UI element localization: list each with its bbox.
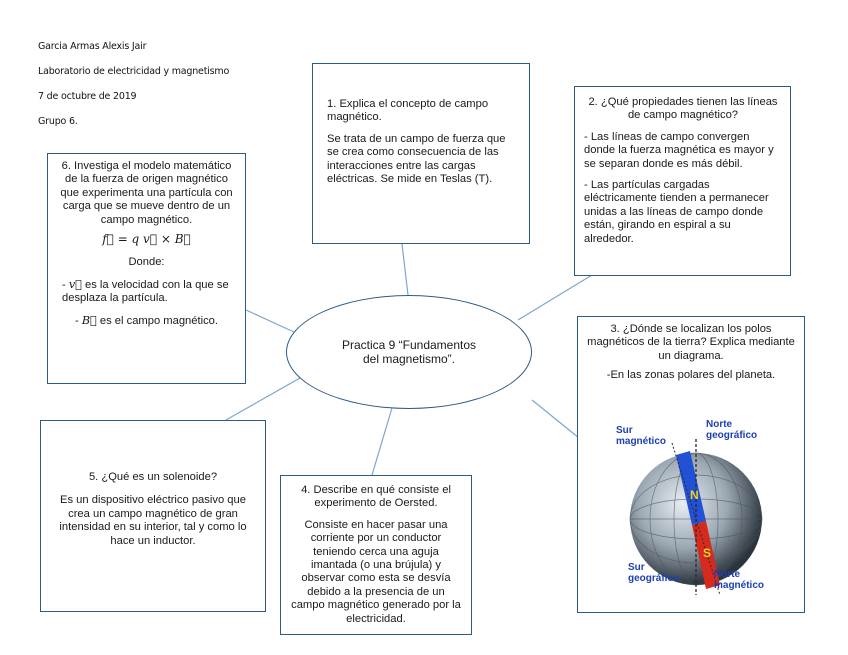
box6-v-text: es la velocidad con la que se desplaza la partícula.: [62, 278, 229, 305]
b-symbol: B⃗: [81, 313, 97, 327]
connector-box6: [246, 310, 294, 332]
lorentz-formula: f⃗ = q v⃗ × B⃗: [102, 232, 191, 247]
label-norte-geografico: Norte geográfico: [706, 419, 758, 441]
box6-question: 6. Investiga el modelo matemático de la fuerza de origen magnético que experimenta una partícula con carga que se mueve dentro de un campo magnético.: [60, 160, 233, 226]
pole-n-label: N: [690, 488, 699, 502]
box-solenoid: [40, 420, 266, 612]
connector-box3: [532, 400, 579, 438]
central-title: Practica 9 “Fundamentos del magnetismo”.: [341, 338, 477, 366]
course-name: Laboratorio de electricidad y magnetismo: [38, 66, 230, 77]
box5-answer: Es un dispositivo eléctrico pasivo que crea un campo magnético de gran intensidad en su interior, tal y como lo hace un inductor.: [59, 494, 247, 547]
label-sur-geografico: Sur geográfico: [628, 562, 680, 584]
group: Grupo 6.: [38, 116, 78, 127]
connector-box4: [372, 408, 392, 475]
box6-b-text: es el campo magnético.: [99, 314, 219, 327]
box2-point1: - Las líneas de campo convergen donde la fuerza magnética es mayor y se separan donde es más débil.: [584, 130, 774, 170]
earth-poles-diagram: [614, 417, 774, 601]
box3-question: 3. ¿Dónde se localizan los polos magnéticos de la tierra? Explica mediante un diagrama.: [587, 323, 795, 362]
pole-s-label: S: [703, 546, 712, 560]
central-topic: [286, 295, 532, 409]
box2-point2: - Las partículas cargadas eléctricamente tienden a permanecer unidas a las líneas de campo donde están, girando en espiral a su alrededor.: [584, 179, 769, 245]
label-sur-magnetico: Sur magnético: [616, 425, 667, 447]
label-norte-magnetico: Norte magnético: [714, 569, 765, 591]
box1-answer: Se trata de un campo de fuerza que se crea como consecuencia de las interacciones entre las cargas eléctricas. Se mide en Teslas (T).: [327, 132, 506, 186]
connector-box5: [226, 378, 300, 420]
box-magnetic-poles: [577, 316, 805, 613]
box-magnetic-force-model: 6. Investiga el modelo matemático de la fuerza de origen magnético que experimenta una partícula con carga que se mueve dentro de un campo magnético. f⃗ = q v⃗ × B⃗ Donde: - v⃗ es la velocidad con la que se desplaza la partícula. - B⃗ es el campo magnético.: [47, 153, 246, 384]
author-name: Garcia Armas Alexis Jair: [38, 41, 147, 52]
box4-answer: Consiste en hacer pasar una corriente por un conductor teniendo cerca una aguja imantada (o una brújula) y observar como esta se desvía debido a la presencia de un campo magnético generado por la electricidad.: [291, 518, 461, 625]
box3-answer: -En las zonas polares del planeta.: [606, 369, 776, 382]
connector-box2: [518, 275, 592, 320]
box2-question: 2. ¿Qué propiedades tienen las líneas de campo magnético?: [588, 96, 778, 122]
box-concept-magnetic-field: [312, 63, 530, 244]
connector-box1: [402, 244, 408, 295]
box1-question: 1. Explica el concepto de campo magnético.: [327, 98, 489, 124]
box-oersted-experiment: [280, 475, 472, 635]
v-symbol: v⃗: [68, 277, 82, 291]
box6-where: Donde:: [128, 256, 165, 269]
box-field-line-properties: [574, 86, 791, 276]
date: 7 de octubre de 2019: [38, 91, 137, 102]
box5-question: 5. ¿Qué es un solenoide?: [88, 471, 218, 483]
box4-question: 4. Describe en qué consiste el experimento de Oersted.: [301, 484, 451, 510]
